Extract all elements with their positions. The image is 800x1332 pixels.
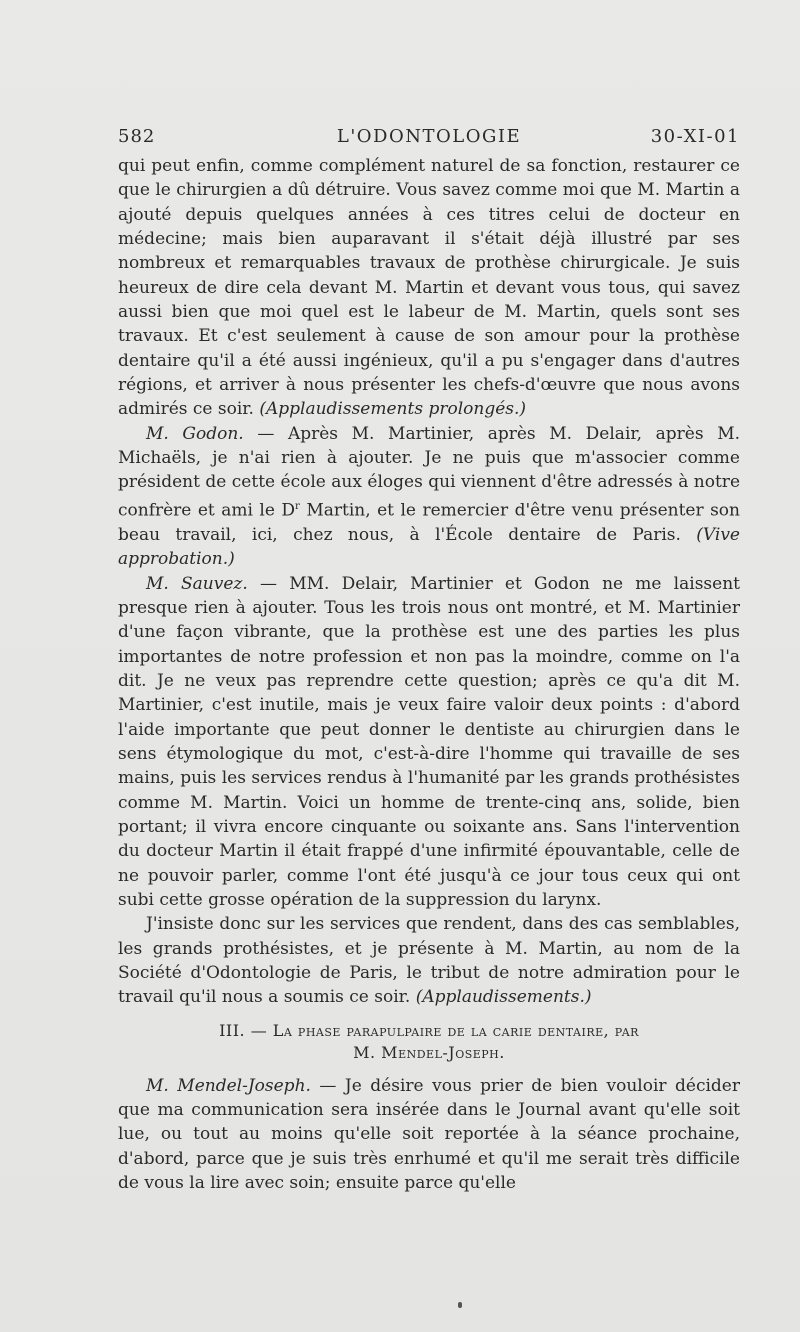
running-header [118,126,740,152]
section-heading-line-2: M. Mendel-Joseph. [353,1042,505,1062]
paragraph-3 [118,572,740,913]
applause-note-2: (Applaudissements.) [415,987,592,1008]
print-speck [458,1302,462,1308]
paragraph-5 [118,1074,740,1196]
paragraph-5-text: — Je désire vous prier de bien vouloir décider que ma communication sera insérée dans le Journal avant qu'elle soit lue, ou tout au moins qu'elle soit reportée à la séance prochaine, d'abord, parce que je suis très enrhumé et qu'il me serait très difficile de vous la lire avec soin; ensuite parce qu'elle [118,1075,740,1194]
page-number: 582 [118,126,156,147]
speaker-sauvez: M. Sauvez. [146,573,248,594]
paragraph-4-text: J'insiste donc sur les services que rendent, dans des cas semblables, les grands prothésistes, et je présente à M. Martin, au nom de la Société d'Odontologie de Paris, le tribut de notre admiration pour le travail qu'il nous a soumis ce soir. [118,914,740,1008]
paragraph-1 [118,154,740,422]
speaker-godon: M. Godon. [146,423,244,444]
approval-note: (Vive approbation.) [118,524,740,570]
paragraph-2-text: — Après M. Martinier, après M. Delair, après M. Michaëls, je n'ai rien à ajouter. Je ne puis que m'associer comme président de cette école aux éloges qui viennent d'être adressés à notre confrère et ami le D [118,423,741,521]
doctor-superscript: r [295,500,300,512]
speaker-mendel-joseph: M. Mendel-Joseph. [146,1075,311,1096]
paragraph-2-continued: Martin, et le remercier d'être venu présenter son beau travail, ici, chez nous, à l'École dentaire de Paris. [118,500,740,545]
applause-note: (Applaudissements prolongés.) [259,399,527,420]
paragraph-1-text: qui peut enfin, comme complément naturel de sa fonction, restaurer ce que le chirurgien a dû détruire. Vous savez comme moi que M. Martin a ajouté depuis quelques années à ces titres celui de docteur en médecine; mais bien auparavant il s'était déjà illustré par ses nombreux et remarquables travaux de prothèse chirurgicale. Je suis heureux de dire cela devant M. Martin et devant vous tous, qui savez aussi bien que moi quel est le labeur de M. Martin, quels sont ses travaux. Et c'est seulement à cause de son amour pour la prothèse dentaire qu'il a été aussi ingénieux, qu'il a pu s'engager dans d'autres régions, et arriver à nous présenter les chefs-d'œuvre que nous avons admirés ce soir. [118,156,740,420]
paragraph-4 [118,912,740,1009]
section-heading-line-1: III. — La phase parapulpaire de la carie dentaire, par [219,1020,639,1040]
section-heading [118,1020,740,1064]
body-text [118,154,740,1195]
issue-date: 30-XI-01 [650,126,740,147]
paragraph-3-text: — MM. Delair, Martinier et Godon ne me laissent presque rien à ajouter. Tous les trois nous ont montré, et M. Martinier d'une façon vibrante, que la prothèse est une des parties les plus importantes de notre profession et non pas la moindre, comme on l'a dit. Je ne veux pas reprendre cette question; après ce qu'a dit M. Martinier, c'est inutile, mais je veux faire valoir deux points : d'abord l'aide importante que peut donner le dentiste au chirurgien dans le sens étymologique du mot, c'est-à-dire l'homme qui travaille de ses mains, puis les services rendus à l'humanité par les grands prothésistes comme M. Martin. Voici un homme de trente-cinq ans, solide, bien portant; il vivra encore cinquante ou soixante ans. Sans l'intervention du docteur Martin il était frappé d'une infirmité épouvantable, celle de ne pouvoir parler, comme l'ont été jusqu'à ce jour tous ceux qui ont subi cette grosse opération de la suppression du larynx. [118,573,740,910]
paragraph-2 [118,422,740,572]
journal-title: L'ODONTOLOGIE [336,126,522,147]
